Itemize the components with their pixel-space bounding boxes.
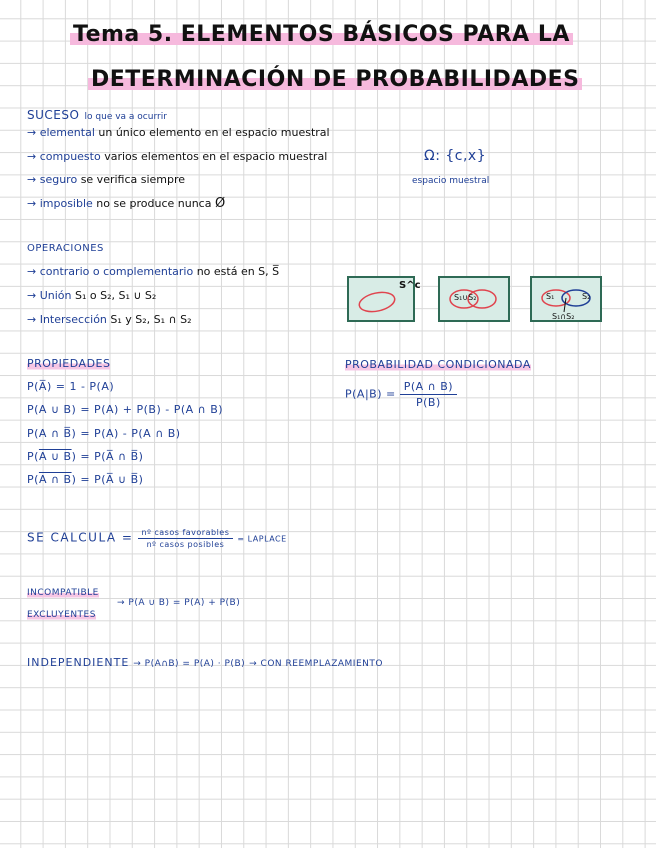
condicionada-formula: P(A|B) = $\frac{P(A \cap B)}{P(B)}$	[345, 380, 457, 409]
operacion-item: → contrario o complementario no está en S, S̅	[27, 265, 280, 278]
operacion-item: → Intersección S₁ y S₂, S₁ ∩ S₂	[27, 313, 192, 326]
suceso-header	[27, 104, 167, 123]
propiedad-formula: P(A ∪ B) = P(A) + P(B) - P(A ∩ B)	[27, 403, 224, 416]
empty-set-symbol: Ø	[214, 196, 226, 211]
venn-s1-label: S₁	[546, 292, 555, 301]
condicionada-heading: PROBABILIDAD CONDICIONADA	[345, 358, 531, 371]
laplace-fraction: $\frac{\text{nº casos favorables}}{\text{nº casos posibles}}$	[138, 528, 234, 549]
excluyentes-label: EXCLUYENTES	[27, 610, 96, 620]
title-line-1: Tema 5. ELEMENTOS BÁSICOS PARA LA	[70, 22, 573, 47]
title-line-2: DETERMINACIÓN DE PROBABILIDADES	[88, 67, 582, 92]
incompatible-label: INCOMPATIBLE	[27, 588, 99, 598]
incompatible-formula: → P(A ∪ B) = P(A) + P(B)	[117, 598, 241, 608]
condicionada-fraction: $\frac{P(A \cap B)}{P(B)}$	[400, 380, 457, 409]
suceso-item: → imposible no se produce nunca Ø	[27, 196, 226, 211]
suceso-item: → seguro se verifica siempre	[27, 173, 186, 186]
operacion-item: → Unión S₁ o S₂, S₁ ∪ S₂	[27, 289, 157, 302]
operaciones-heading: OPERACIONES	[27, 243, 104, 254]
sample-space-formula: Ω: {c,x}	[424, 148, 487, 164]
suceso-definition: lo que va a ocurrir	[84, 112, 167, 122]
venn-union-label: S₁∪S₂	[454, 293, 477, 302]
propiedad-formula: P(A̅) = 1 - P(A)	[27, 380, 115, 393]
suceso-item: → elemental un único elemento en el espacio muestral	[27, 126, 330, 139]
sample-space-label: espacio muestral	[412, 176, 490, 186]
suceso-item: → compuesto varios elementos en el espacio muestral	[27, 150, 328, 163]
propiedades-heading: PROPIEDADES	[27, 357, 111, 370]
venn-s2-label: S₂	[582, 292, 591, 301]
propiedad-formula: P(A ∩ B̅) = P(A) - P(A ∩ B)	[27, 427, 181, 440]
venn-intersection	[530, 276, 602, 322]
suceso-heading: SUCESO	[27, 108, 80, 122]
propiedad-formula: P(A ∪ B) = P(A̅ ∩ B̅)	[27, 450, 144, 463]
propiedad-formula: P(A ∩ B) = P(A̅ ∪ B̅)	[27, 473, 144, 486]
laplace-formula: SE CALCULA = $\frac{\text{nº casos favorables}}{\text{nº casos posibles}}$ = LAPLACE	[27, 528, 287, 549]
venn-intersection-label: S₁∩S₂	[552, 312, 575, 321]
venn-union	[438, 276, 510, 322]
independiente-line: INDEPENDIENTE → P(A∩B) = P(A) · P(B) → CON REEMPLAZAMIENTO	[27, 656, 383, 669]
venn-complement-label: S^c	[399, 280, 421, 291]
venn-complement	[347, 276, 421, 322]
